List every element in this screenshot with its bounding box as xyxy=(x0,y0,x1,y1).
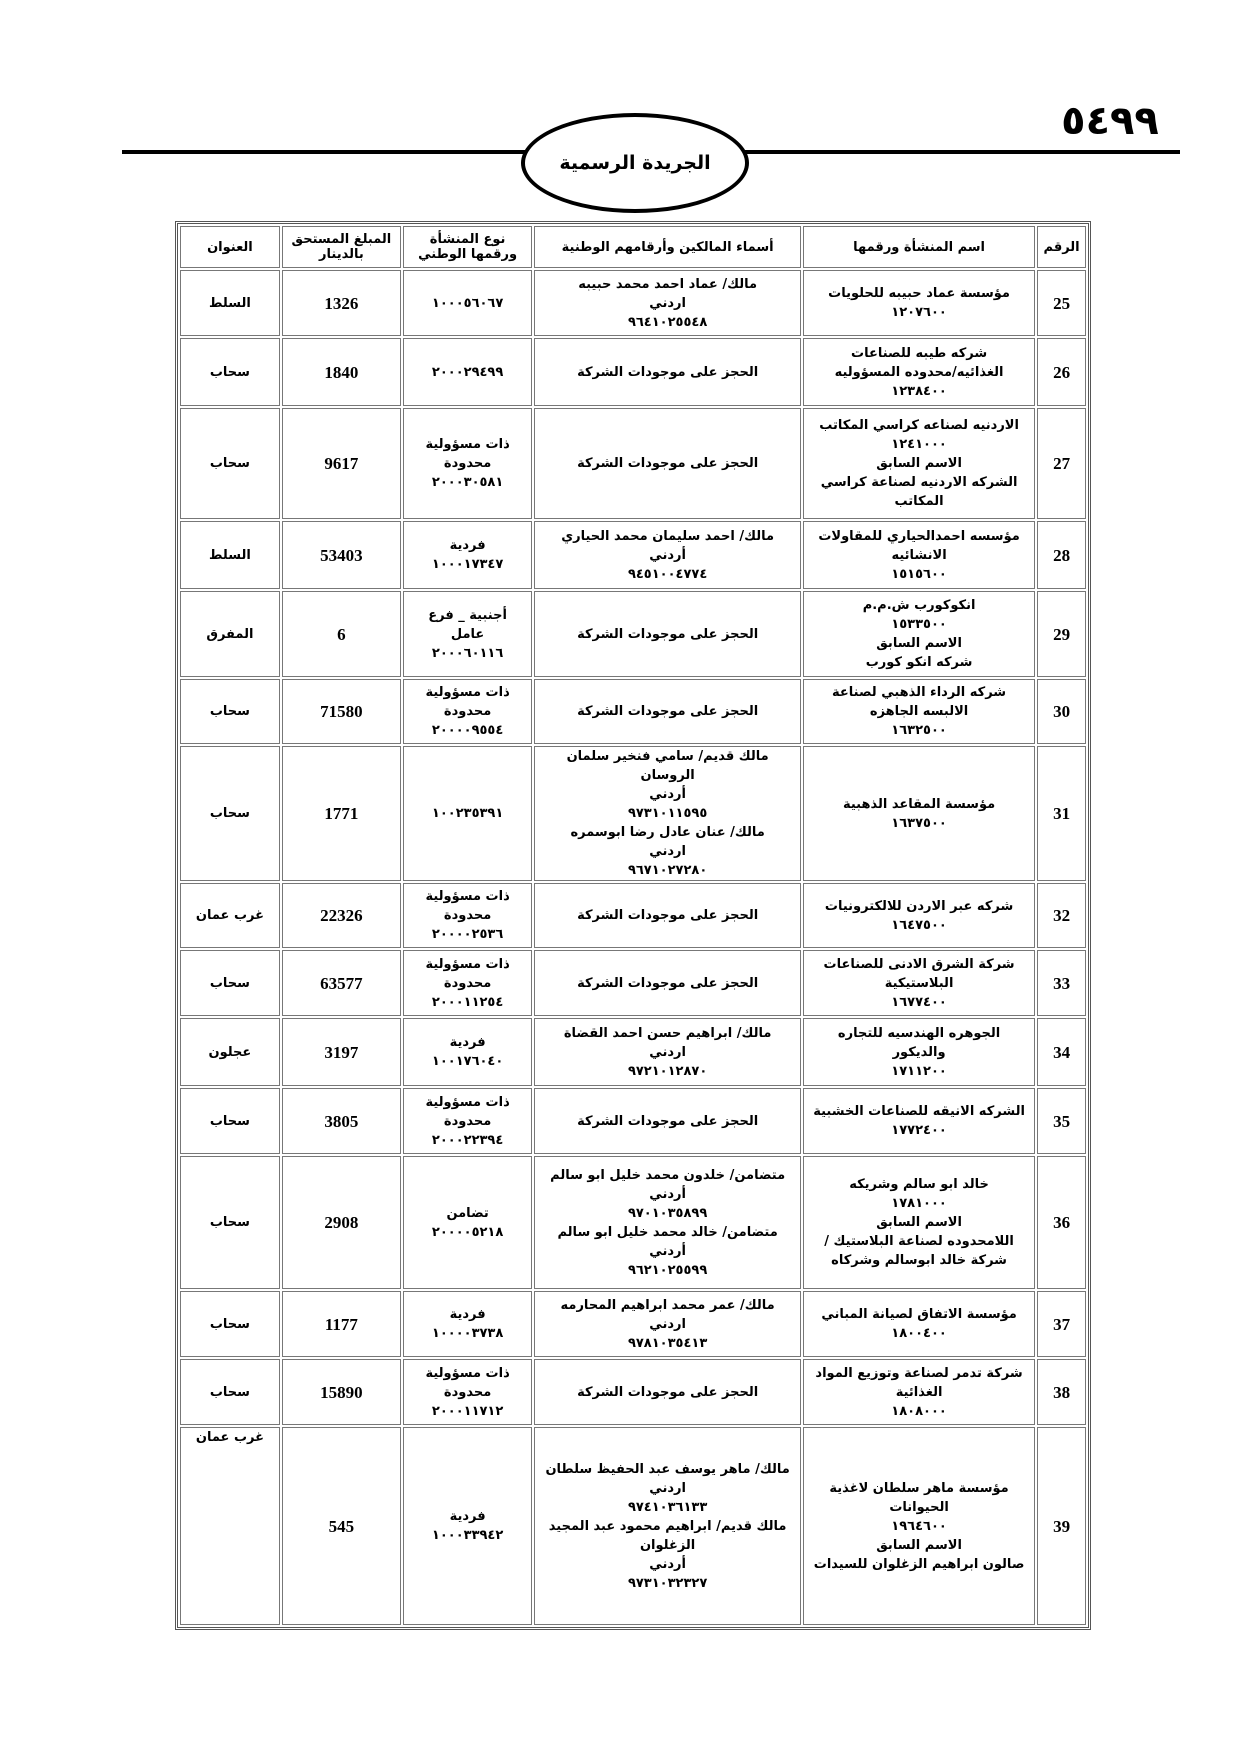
establishment-name-line: مؤسسة عماد حبيبه للحلويات xyxy=(828,286,1010,301)
owners xyxy=(534,270,801,336)
establishment-name-line: شركة خالد ابوسالم وشركاه xyxy=(831,1253,1007,1268)
row-number: 25 xyxy=(1037,270,1086,336)
gazette-title: الجريدة الرسمية xyxy=(559,152,711,174)
establishment-name-line: الاسم السابق xyxy=(876,1215,962,1230)
owners-line: الزغلوان xyxy=(639,1537,696,1553)
table-row xyxy=(180,950,1086,1016)
table-row xyxy=(180,883,1086,948)
establishment-type-line: محدودة xyxy=(443,1384,492,1400)
amount-due: 15890 xyxy=(282,1359,401,1425)
row-number: 37 xyxy=(1037,1291,1086,1357)
establishment-type xyxy=(403,408,532,519)
establishment-type-line: ذات مسؤولية xyxy=(425,685,510,700)
owners-line: الحجز على موجودات الشركة xyxy=(577,908,759,923)
establishment-type xyxy=(403,1088,532,1154)
establishment-type-line: أجنبية _ فرع xyxy=(428,607,507,623)
establishment-type xyxy=(403,591,532,677)
establishment-type-line: ذات مسؤولية xyxy=(425,437,510,452)
address: المفرق xyxy=(180,591,280,677)
establishment-name xyxy=(803,679,1035,744)
owners xyxy=(534,1359,801,1425)
establishment-type-line: ذات مسؤولية xyxy=(425,889,510,904)
owners-line: مالك قديم/ ابراهيم محمود عبد المجيد xyxy=(548,1518,787,1534)
establishment-name-line: مؤسسة ماهر سلطان لاغذية xyxy=(829,1480,1009,1496)
owners xyxy=(534,883,801,948)
table-row xyxy=(180,1291,1086,1357)
establishment-type-line: محدودة xyxy=(443,908,492,923)
owners-line: مالك/ ابراهيم حسن احمد القضاة xyxy=(563,1025,772,1041)
owners-line: اردني xyxy=(649,1044,686,1060)
header-col-amount: المبلغ المستحق بالدينار xyxy=(282,226,401,268)
row-number: 31 xyxy=(1037,746,1086,881)
establishment-type-line: ٢٠٠٠٢٩٤٩٩ xyxy=(431,364,504,380)
establishment-type-line: محدودة xyxy=(443,704,492,719)
establishment-name-line: شركه الرداء الذهبي لصناعة xyxy=(832,685,1007,700)
establishment-name xyxy=(803,883,1035,948)
amount-due: 1840 xyxy=(282,338,401,406)
table-row xyxy=(180,338,1086,406)
establishment-name-line: ١٧٧٢٤٠٠ xyxy=(891,1123,947,1138)
establishment-name-line: ١٦٣٢٥٠٠ xyxy=(891,723,947,738)
address: سحاب xyxy=(180,1156,280,1289)
address: سحاب xyxy=(180,950,280,1016)
owners xyxy=(534,1088,801,1154)
establishment-name-line: الحيوانات xyxy=(889,1499,949,1515)
owners xyxy=(534,1156,801,1289)
establishment-type xyxy=(403,521,532,589)
row-number: 28 xyxy=(1037,521,1086,589)
establishment-type xyxy=(403,338,532,406)
establishment-name-line: ١٦٣٧٥٠٠ xyxy=(891,815,947,831)
establishment-name-line: المكاتب xyxy=(894,494,944,509)
owners-line: ٩٦٤١٠٢٥٥٤٨ xyxy=(627,314,708,330)
establishment-name-line: ١٧١١٢٠٠ xyxy=(891,1063,947,1079)
owners-line: ٩٦٢١٠٢٥٥٩٩ xyxy=(627,1262,708,1278)
owners-line: ٩٦٧١٠٢٧٢٨٠ xyxy=(627,863,708,878)
establishment-name-line: الانشائيه xyxy=(891,547,947,563)
establishment-type-line: ١٠٠٢٣٥٣٩١ xyxy=(431,806,504,821)
owners-line: متضامن/ خالد محمد خليل ابو سالم xyxy=(557,1224,778,1240)
table-header-row xyxy=(180,226,1086,268)
header-col-owners: أسماء المالكين وأرقامهم الوطنية xyxy=(534,226,801,268)
table-row xyxy=(180,746,1086,881)
row-number: 27 xyxy=(1037,408,1086,519)
establishment-type-line: ٢٠٠٠٠٥٢١٨ xyxy=(431,1224,504,1240)
owners-line: أردني xyxy=(649,1243,686,1259)
owners-line: مالك/ احمد سليمان محمد الحياري xyxy=(561,528,775,544)
address: سحاب xyxy=(180,746,280,881)
row-number: 39 xyxy=(1037,1427,1086,1625)
amount-due: 1771 xyxy=(282,746,401,881)
row-number: 33 xyxy=(1037,950,1086,1016)
amount-due: 1177 xyxy=(282,1291,401,1357)
establishment-type xyxy=(403,1291,532,1357)
owners xyxy=(534,679,801,744)
owners-line: اردني xyxy=(649,844,686,859)
table-row xyxy=(180,679,1086,744)
establishment-type-line: فردية xyxy=(449,1035,486,1050)
owners xyxy=(534,746,801,881)
establishment-name-line: الالبسه الجاهزه xyxy=(869,704,969,719)
amount-due: 2908 xyxy=(282,1156,401,1289)
owners xyxy=(534,591,801,677)
owners-line: الحجز على موجودات الشركة xyxy=(577,704,759,719)
owners-line: ٩٤٥١٠٠٤٧٧٤ xyxy=(627,566,708,582)
owners-line: الحجز على موجودات الشركة xyxy=(577,1113,759,1129)
amount-due: 3197 xyxy=(282,1018,401,1086)
address: السلط xyxy=(180,521,280,589)
establishment-name-line: الشركه الانيقه للصناعات الخشبية xyxy=(813,1104,1025,1119)
amount-due: 71580 xyxy=(282,679,401,744)
owners xyxy=(534,1018,801,1086)
establishment-name-line: شركه طيبه للصناعات xyxy=(851,345,988,361)
owners xyxy=(534,521,801,589)
header-col-establishment: اسم المنشأة ورقمها xyxy=(803,226,1035,268)
establishment-name xyxy=(803,1291,1035,1357)
establishment-name-line: ١٢٣٨٤٠٠ xyxy=(891,383,947,399)
amount-due: 545 xyxy=(282,1427,401,1625)
establishment-type xyxy=(403,270,532,336)
owners xyxy=(534,950,801,1016)
establishment-name xyxy=(803,591,1035,677)
establishment-name-line: ١٦٤٧٥٠٠ xyxy=(891,917,947,933)
establishment-name-line: صالون ابراهيم الزغلوان للسيدات xyxy=(813,1556,1025,1572)
establishment-type-line: ٢٠٠٠٣٠٥٨١ xyxy=(431,475,504,490)
establishment-name-line: والديكور xyxy=(892,1044,946,1060)
establishment-name-line: ١٦٧٧٤٠٠ xyxy=(891,994,947,1010)
establishment-type xyxy=(403,1427,532,1625)
owners-line: اردني xyxy=(649,295,686,311)
row-number: 36 xyxy=(1037,1156,1086,1289)
table-row xyxy=(180,1018,1086,1086)
row-number: 38 xyxy=(1037,1359,1086,1425)
row-number: 29 xyxy=(1037,591,1086,677)
establishment-name xyxy=(803,1427,1035,1625)
establishment-type-line: ذات مسؤولية xyxy=(425,1365,510,1381)
amount-due: 1326 xyxy=(282,270,401,336)
address: السلط xyxy=(180,270,280,336)
address: عجلون xyxy=(180,1018,280,1086)
establishment-name xyxy=(803,1088,1035,1154)
establishment-name xyxy=(803,1359,1035,1425)
owners-line: الحجز على موجودات الشركة xyxy=(577,456,759,471)
owners-line: أردني xyxy=(649,1186,686,1202)
address: غرب عمان xyxy=(180,883,280,948)
table-row xyxy=(180,521,1086,589)
owners-line: مالك/ عمر محمد ابراهيم المحارمه xyxy=(560,1297,775,1313)
establishment-type-line: فردية xyxy=(449,538,486,553)
establishment-name-line: الاسم السابق xyxy=(876,1537,962,1553)
owners xyxy=(534,1291,801,1357)
row-number: 35 xyxy=(1037,1088,1086,1154)
establishment-name-line: مؤسسة الاتفاق لصيانة المباني xyxy=(821,1307,1017,1322)
table-row xyxy=(180,1156,1086,1289)
owners xyxy=(534,408,801,519)
establishment-name xyxy=(803,338,1035,406)
establishment-name xyxy=(803,950,1035,1016)
establishment-type xyxy=(403,679,532,744)
amount-due: 22326 xyxy=(282,883,401,948)
establishment-name-line: ١٩٦٤٦٠٠ xyxy=(891,1518,947,1534)
establishment-name-line: مؤسسة المقاعد الذهبية xyxy=(842,796,996,812)
owners-line: الحجز على موجودات الشركة xyxy=(577,364,759,380)
establishment-name-line: ١٥١٥٦٠٠ xyxy=(891,566,947,582)
owners-line: اردني xyxy=(649,1316,686,1332)
owners-line: الحجز على موجودات الشركة xyxy=(577,626,759,642)
address: سحاب xyxy=(180,1359,280,1425)
establishment-type-line: ٢٠٠٠٦٠١١٦ xyxy=(431,645,504,661)
establishment-name-line: اللامحدوده لصناعة البلاستيك / xyxy=(824,1234,1014,1249)
amount-due: 9617 xyxy=(282,408,401,519)
establishment-type-line: محدودة xyxy=(443,975,492,991)
amount-due: 63577 xyxy=(282,950,401,1016)
establishment-name-line: الاسم السابق xyxy=(876,456,962,471)
table-row xyxy=(180,1359,1086,1425)
establishment-type-line: ١٠٠١٧٦٠٤٠ xyxy=(431,1054,504,1069)
address: سحاب xyxy=(180,338,280,406)
amount-due: 3805 xyxy=(282,1088,401,1154)
table-row xyxy=(180,270,1086,336)
owners-line: ٩٧٢١٠١٢٨٧٠ xyxy=(627,1063,708,1079)
owners xyxy=(534,1427,801,1625)
owners-line: الحجز على موجودات الشركة xyxy=(577,1384,759,1400)
establishment-name xyxy=(803,521,1035,589)
address: سحاب xyxy=(180,1088,280,1154)
address: سحاب xyxy=(180,408,280,519)
owners-line: ٩٧٣١٠٣٢٣٢٧ xyxy=(627,1575,708,1591)
establishment-type xyxy=(403,950,532,1016)
establishment-type-line: ٢٠٠٠١١٧١٢ xyxy=(431,1403,504,1419)
establishment-name-line: الغذائيه/محدوده المسؤوليه xyxy=(834,364,1004,380)
establishment-type-line: ٢٠٠٠٠٩٥٥٤ xyxy=(431,723,504,738)
owners-line: مالك/ عنان عادل رضا ابوسمره xyxy=(570,825,765,840)
establishment-type xyxy=(403,746,532,881)
establishment-name-line: ١٢٠٧٦٠٠ xyxy=(891,305,947,320)
establishment-name-line: شركه انكو كورب xyxy=(865,655,973,670)
owners-line: ٩٧٨١٠٣٥٤١٣ xyxy=(627,1335,708,1351)
establishment-type-line: ١٠٠٠٥٦٠٦٧ xyxy=(431,295,504,311)
establishment-type-line: ذات مسؤولية xyxy=(425,1094,510,1110)
owners-line: ٩٧٣١٠١١٥٩٥ xyxy=(627,806,708,821)
owners-line: أردني xyxy=(649,787,686,802)
table-row xyxy=(180,1427,1086,1625)
establishment-name-line: الاسم السابق xyxy=(876,636,962,651)
establishment-name-line: ١٢٤١٠٠٠ xyxy=(891,437,947,452)
establishment-type-line: ١٠٠٠٠٣٧٣٨ xyxy=(431,1326,504,1341)
owners-line: أردني xyxy=(649,547,686,563)
establishment-name xyxy=(803,408,1035,519)
establishment-type-line: ٢٠٠٠٢٢٣٩٤ xyxy=(431,1132,504,1148)
header-col-address: العنوان xyxy=(180,226,280,268)
owners xyxy=(534,338,801,406)
amount-due: 6 xyxy=(282,591,401,677)
establishment-type-line: فردية xyxy=(449,1307,486,1322)
establishment-type xyxy=(403,1018,532,1086)
establishment-name-line: الجوهره الهندسيه للتجاره xyxy=(837,1025,1001,1041)
page-number: ٥٤٩٩ xyxy=(1061,98,1159,144)
establishment-name-line: مؤسسه احمدالحياري للمقاولات xyxy=(818,528,1020,544)
establishment-name-line: الاردنيه لصناعه كراسي المكاتب xyxy=(819,418,1019,433)
establishment-type-line: ٢٠٠٠٠٢٥٣٦ xyxy=(431,927,504,942)
owners-line: ٩٧٤١٠٣٦١٣٣ xyxy=(627,1499,708,1515)
owners-line: مالك/ ماهر يوسف عبد الحفيظ سلطان xyxy=(545,1461,790,1477)
establishment-type-line: عامل xyxy=(450,626,485,642)
establishment-name-line: ١٥٣٣٥٠٠ xyxy=(891,617,947,632)
establishment-name-line: البلاستيكية xyxy=(884,975,954,991)
establishment-name xyxy=(803,746,1035,881)
establishment-name-line: شركة تدمر لصناعة وتوزيع المواد xyxy=(815,1365,1023,1381)
amount-due: 53403 xyxy=(282,521,401,589)
establishment-name-line: ١٨٠٠٤٠٠ xyxy=(891,1326,947,1341)
establishment-type xyxy=(403,883,532,948)
establishment-name-line: الشركه الاردنيه لصناعة كراسي xyxy=(820,475,1018,490)
establishment-name-line: الغذائية xyxy=(895,1384,943,1400)
table-row xyxy=(180,408,1086,519)
registry-table xyxy=(177,223,1089,1628)
row-number: 34 xyxy=(1037,1018,1086,1086)
owners-line: مالك/ عماد احمد محمد حبيبه xyxy=(578,276,758,292)
establishment-type-line: ١٠٠٠١٧٣٤٧ xyxy=(431,557,504,572)
owners-line: الحجز على موجودات الشركة xyxy=(577,975,759,991)
row-number: 30 xyxy=(1037,679,1086,744)
gazette-title-oval xyxy=(521,113,749,213)
establishment-name-line: ١٨٠٨٠٠٠ xyxy=(891,1403,947,1419)
establishment-name xyxy=(803,1156,1035,1289)
establishment-type-line: محدودة xyxy=(443,1113,492,1129)
address: سحاب xyxy=(180,1291,280,1357)
owners-line: متضامن/ خلدون محمد خليل ابو سالم xyxy=(550,1167,786,1183)
establishment-type-line: محدودة xyxy=(443,456,492,471)
owners-line: اردني xyxy=(649,1480,686,1496)
row-number: 32 xyxy=(1037,883,1086,948)
establishment-name-line: شركة الشرق الادنى للصناعات xyxy=(823,956,1015,972)
table-row xyxy=(180,591,1086,677)
establishment-type-line: ٢٠٠٠١١٢٥٤ xyxy=(431,994,504,1010)
owners-line: أردني xyxy=(649,1556,686,1572)
row-number: 26 xyxy=(1037,338,1086,406)
establishment-type-line: تضامن xyxy=(446,1205,489,1221)
establishment-type-line: ١٠٠٠٣٣٩٤٢ xyxy=(431,1528,504,1543)
table-row xyxy=(180,1088,1086,1154)
establishment-name xyxy=(803,270,1035,336)
owners-line: مالك قديم/ سامي فنخير سلمان الروسان xyxy=(566,749,769,783)
establishment-name-line: شركه عبر الاردن للالكترونيات xyxy=(824,898,1014,914)
owners-line: ٩٧٠١٠٣٥٨٩٩ xyxy=(627,1205,708,1221)
establishment-name xyxy=(803,1018,1035,1086)
establishment-name-line: انكوكورب ش.م.م xyxy=(862,598,976,613)
establishment-name-line: خالد ابو سالم وشريكه xyxy=(849,1177,989,1192)
establishment-name-line: ١٧٨١٠٠٠ xyxy=(891,1196,947,1211)
address: غرب عمان xyxy=(180,1427,280,1625)
header-col-number: الرقم xyxy=(1037,226,1086,268)
establishment-type xyxy=(403,1156,532,1289)
establishment-type xyxy=(403,1359,532,1425)
address: سحاب xyxy=(180,679,280,744)
establishment-type-line: ذات مسؤولية xyxy=(425,956,510,972)
header-col-type: نوع المنشأة ورقمها الوطني xyxy=(403,226,532,268)
establishment-type-line: فردية xyxy=(449,1509,486,1524)
